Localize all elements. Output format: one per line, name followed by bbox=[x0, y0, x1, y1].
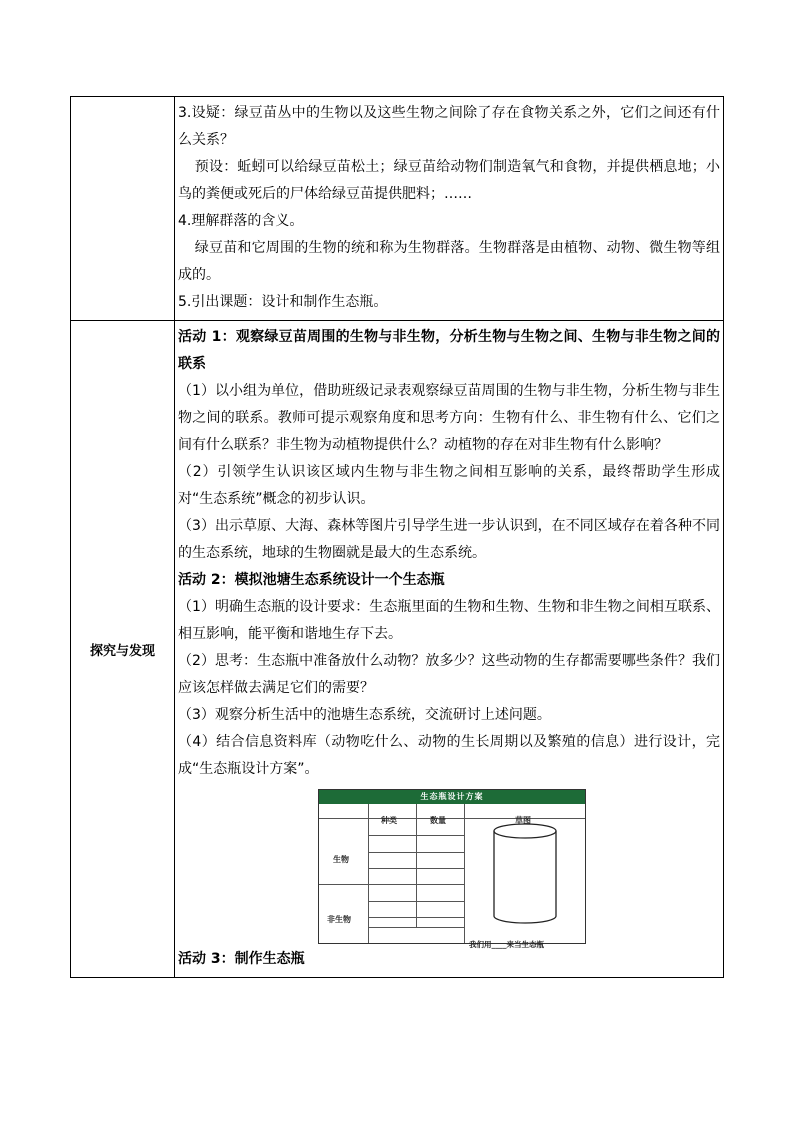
row-bio-header: 生物 bbox=[333, 855, 349, 864]
design-plan-figure bbox=[178, 783, 720, 949]
activity-2-step-2: （2）思考：生态瓶中准备放什么动物？放多少？这些动物的生存都需要哪些条件？我们应该怎样做去满足它们的需要？ bbox=[178, 653, 720, 696]
section-explore-label: 探究与发现 bbox=[71, 321, 175, 978]
activity-2-step-4: （4）结合信息资料库（动物吃什么、动物的生长周期以及繁殖的信息）进行设计，完成“生态瓶设计方案”。 bbox=[178, 734, 720, 777]
section-intro-label-cell bbox=[71, 97, 175, 321]
activity-1-step-1: （1）以小组为单位，借助班级记录表观察绿豆苗周围的生物与非生物，分析生物与非生物之间的联系。教师可提示观察角度和思考方向：生物有什么、非生物有什么、它们之间有什么联系？非生物为动植物提供什么？动植物的存在对非生物有什么影响？ bbox=[178, 383, 720, 453]
activity-2-step-3: （3）观察分析生活中的池塘生态系统，交流研讨上述问题。 bbox=[178, 707, 551, 723]
question-4-text: 绿豆苗和它周围的生物的统和称为生物群落。生物群落是由植物、动物、微生物等组成的。 bbox=[178, 240, 720, 283]
question-3-preset: 预设：蚯蚓可以给绿豆苗松土；绿豆苗给动物们制造氧气和食物，并提供栖息地；小鸟的粪便或死后的尸体给绿豆苗提供肥料；…… bbox=[178, 159, 720, 202]
question-4: 4.理解群落的含义。 bbox=[178, 213, 304, 229]
section-intro-content bbox=[175, 97, 724, 321]
activity-1-title: 活动 1：观察绿豆苗周围的生物与非生物，分析生物与生物之间、生物与非生物之间的联系 bbox=[178, 329, 720, 372]
sketch-caption: 我们用____来当生态瓶 bbox=[469, 940, 544, 949]
activity-1-step-2: （2）引领学生认识该区域内生物与非生物之间相互影响的关系，最终帮助学生形成对“生态系统”概念的初步认识。 bbox=[178, 464, 720, 507]
section-explore-content bbox=[175, 321, 724, 978]
activity-3-title: 活动 3：制作生态瓶 bbox=[178, 951, 305, 967]
question-3: 3.设疑：绿豆苗丛中的生物以及这些生物之间除了存在食物关系之外，它们之间还有什么关系？ bbox=[178, 105, 720, 148]
column-kind-header: 种类 bbox=[381, 816, 397, 825]
section-explore-row bbox=[71, 321, 724, 978]
jar-sketch-icon bbox=[489, 822, 561, 926]
design-plan-grid bbox=[319, 804, 585, 949]
lesson-plan-table bbox=[70, 96, 724, 978]
activity-2-title: 活动 2：模拟池塘生态系统设计一个生态瓶 bbox=[178, 572, 445, 588]
design-plan-table bbox=[318, 789, 586, 949]
activity-1-step-3: （3）出示草原、大海、森林等图片引导学生进一步认识到，在不同区域存在着各种不同的生态系统，地球的生物圈就是最大的生态系统。 bbox=[178, 518, 720, 561]
column-sketch-header: 草图 bbox=[515, 816, 531, 825]
design-plan-title: 生态瓶设计方案 bbox=[319, 790, 585, 804]
question-5: 5.引出课题：设计和制作生态瓶。 bbox=[178, 294, 388, 310]
column-count-header: 数量 bbox=[430, 816, 446, 825]
section-intro-row bbox=[71, 97, 724, 321]
row-nonbio-header: 非生物 bbox=[327, 915, 351, 924]
activity-2-step-1: （1）明确生态瓶的设计要求：生态瓶里面的生物和生物、生物和非生物之间相互联系、相互影响，能平衡和谐地生存下去。 bbox=[178, 599, 720, 642]
